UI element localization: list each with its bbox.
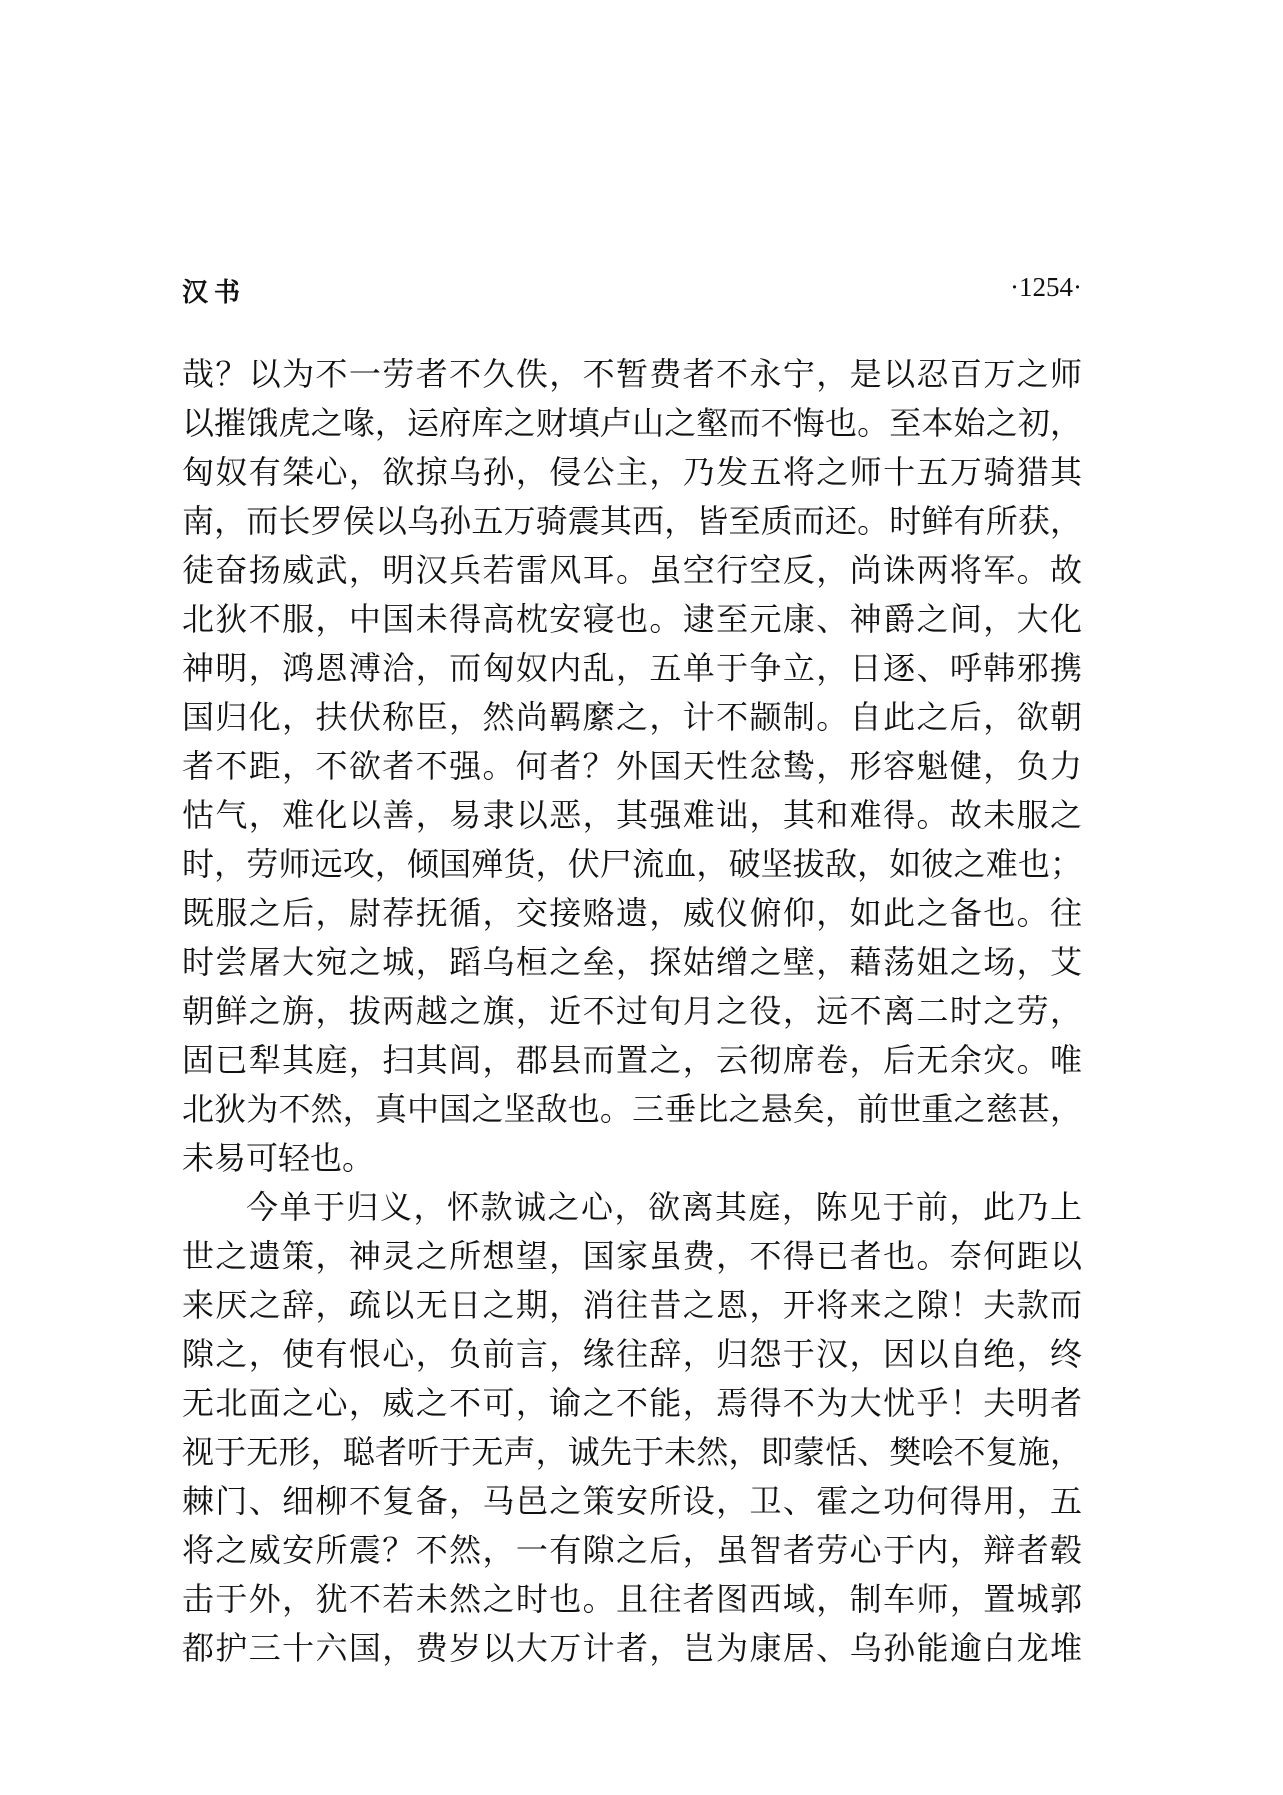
text-line: 固已犁其庭，扫其闾，郡县而置之，云彻席卷，后无余灾。唯 bbox=[182, 1041, 1082, 1079]
text-line: 未易可轻也。 bbox=[182, 1139, 375, 1177]
text-line: 时，劳师远攻，倾国殚货，伏尸流血，破坚拔敌，如彼之难也； bbox=[182, 845, 1082, 883]
body-text bbox=[182, 350, 1082, 1673]
book-title: 汉书 bbox=[182, 278, 247, 308]
text-line: 棘门、细柳不复备，马邑之策安所设，卫、霍之功何得用，五 bbox=[182, 1482, 1082, 1520]
text-line: 匈奴有桀心，欲掠乌孙，侵公主，乃发五将之师十五万骑猎其 bbox=[182, 453, 1082, 491]
text-line: 时尝屠大宛之城，蹈乌桓之垒，探姑缯之壁，藉荡姐之场，艾 bbox=[182, 943, 1082, 981]
text-line: 今单于归义，怀款诚之心，欲离其庭，陈见于前，此乃上 bbox=[246, 1188, 1082, 1226]
text-line: 国归化，扶伏称臣，然尚羁縻之，计不颛制。自此之后，欲朝 bbox=[182, 698, 1082, 736]
text-line: 击于外，犹不若未然之时也。且往者图西域，制车师，置城郭 bbox=[182, 1580, 1082, 1618]
paragraph bbox=[182, 1183, 1082, 1673]
text-line: 既服之后，尉荐抚循，交接赂遗，威仪俯仰，如此之备也。往 bbox=[182, 894, 1082, 932]
text-line: 北狄不服，中国未得高枕安寝也。逮至元康、神爵之间，大化 bbox=[182, 600, 1082, 638]
text-line: 徒奋扬威武，明汉兵若雷风耳。虽空行空反，尚诛两将军。故 bbox=[182, 551, 1082, 589]
text-line: 都护三十六国，费岁以大万计者，岂为康居、乌孙能逾白龙堆 bbox=[182, 1629, 1082, 1667]
text-line: 视于无形，聪者听于无声，诚先于未然，即蒙恬、樊哙不复施， bbox=[182, 1433, 1082, 1471]
text-line: 以摧饿虎之喙，运府库之财填卢山之壑而不悔也。至本始之初， bbox=[182, 404, 1082, 442]
text-line: 怙气，难化以善，易隶以恶，其强难诎，其和难得。故未服之 bbox=[182, 796, 1082, 834]
text-line: 来厌之辞，疏以无日之期，消往昔之恩，开将来之隙！夫款而 bbox=[182, 1286, 1082, 1324]
text-line: 将之威安所震？不然，一有隙之后，虽智者劳心于内，辩者毂 bbox=[182, 1531, 1082, 1569]
text-line: 北狄为不然，真中国之坚敌也。三垂比之悬矣，前世重之慈甚， bbox=[182, 1090, 1082, 1128]
text-line: 隙之，使有恨心，负前言，缘往辞，归怨于汉，因以自绝，终 bbox=[182, 1335, 1082, 1373]
text-line: 南，而长罗侯以乌孙五万骑震其西，皆至质而还。时鲜有所获， bbox=[182, 502, 1082, 540]
text-line: 者不距，不欲者不强。何者？外国天性忿鸷，形容魁健，负力 bbox=[182, 747, 1082, 785]
text-line: 哉？以为不一劳者不久佚，不暂费者不永宁，是以忍百万之师 bbox=[182, 355, 1082, 393]
text-line: 世之遗策，神灵之所想望，国家虽费，不得已者也。奈何距以 bbox=[182, 1237, 1082, 1275]
text-line: 神明，鸿恩溥洽，而匈奴内乱，五单于争立，日逐、呼韩邪携 bbox=[182, 649, 1082, 687]
text-line: 无北面之心，威之不可，谕之不能，焉得不为大忧乎！夫明者 bbox=[182, 1384, 1082, 1422]
paragraph bbox=[182, 350, 1082, 1183]
running-head bbox=[182, 272, 1082, 312]
page-number: ·1254· bbox=[1010, 272, 1082, 302]
text-line: 朝鲜之旃，拔两越之旗，近不过旬月之役，远不离二时之劳， bbox=[182, 992, 1082, 1030]
